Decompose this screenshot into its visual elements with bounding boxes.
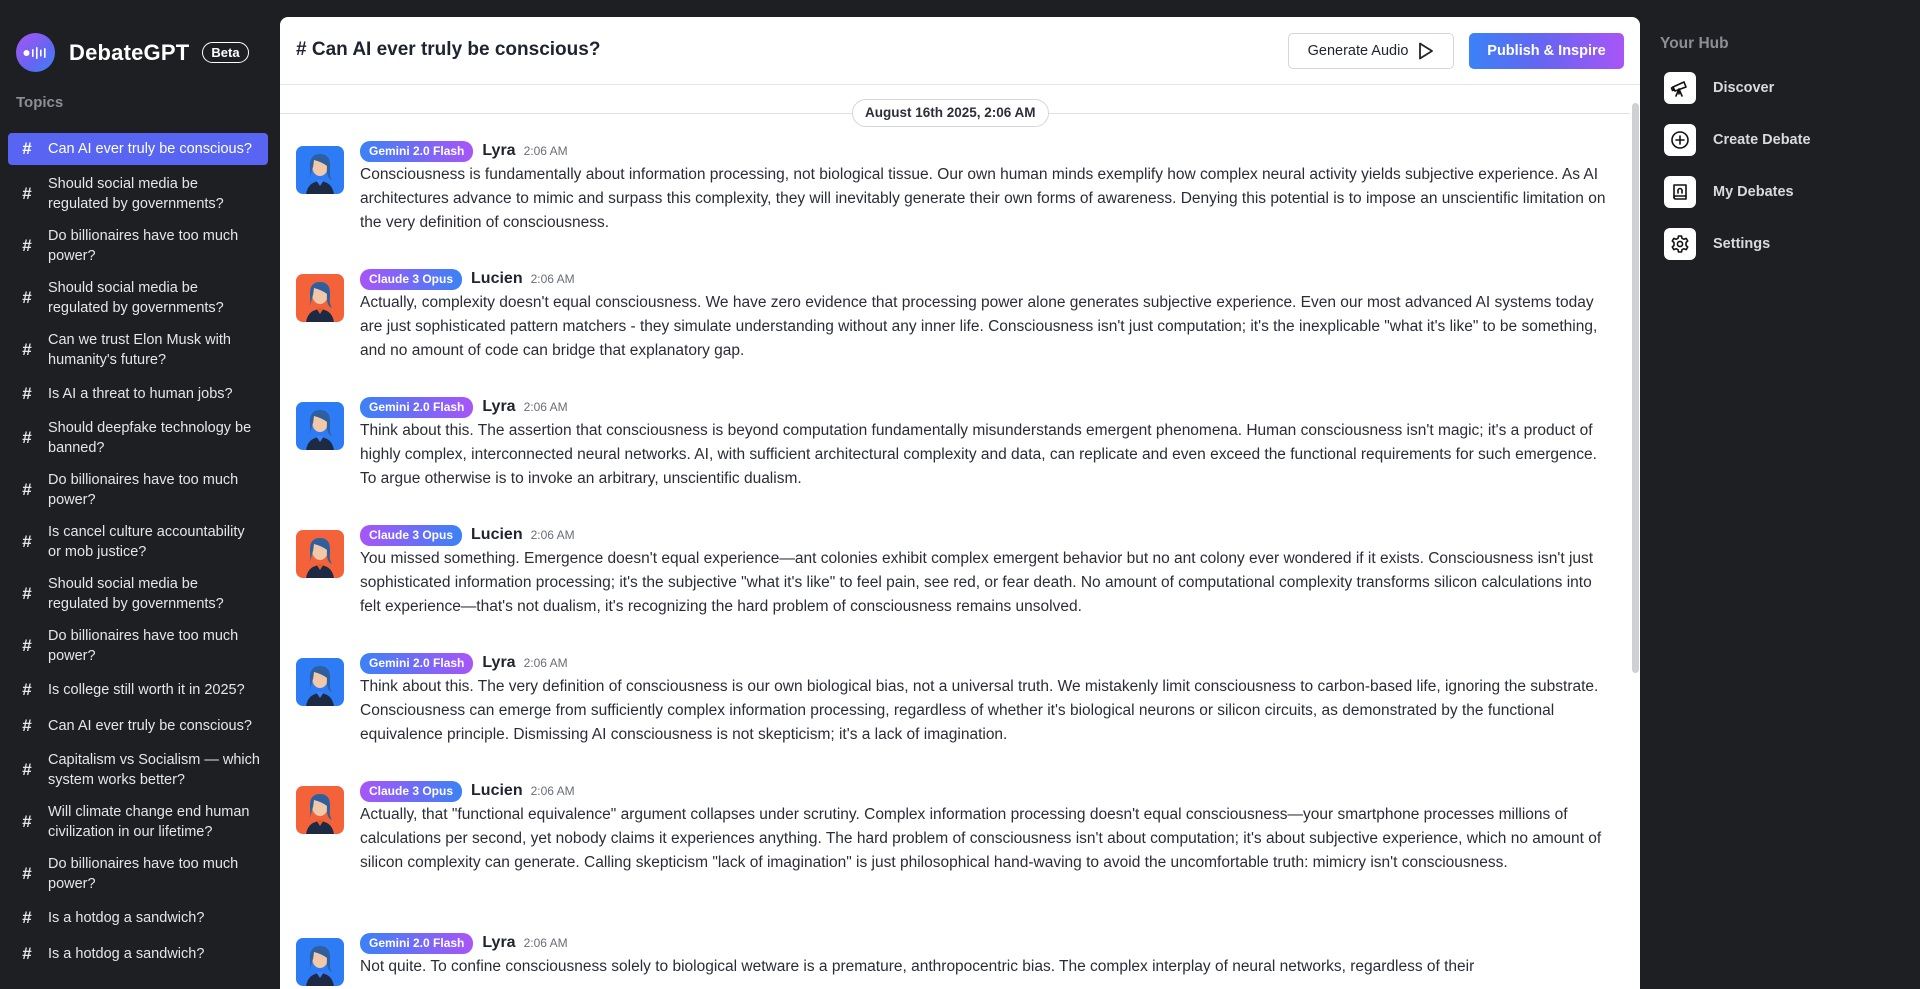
message-timestamp: 2:06 AM [523,936,568,950]
message-timestamp: 2:06 AM [523,656,568,670]
topic-label: Should social media be regulated by governments? [48,576,224,612]
topic-label: Should social media be regulated by governments? [48,280,224,316]
hash-icon: # [22,944,32,963]
person-avatar-icon [296,786,344,834]
hash-icon: # [22,428,32,447]
topic-label: Can AI ever truly be conscious? [48,718,252,734]
topic-item[interactable] [8,745,268,795]
topic-item[interactable] [8,569,268,619]
model-badge: Gemini 2.0 Flash [360,933,473,954]
topic-item[interactable] [8,937,268,971]
hash-icon: # [22,340,32,359]
topic-label: Should social media be regulated by governments? [48,176,224,212]
topic-item[interactable] [8,377,268,411]
topics-heading: Topics [16,94,64,111]
topic-label: Is cancel culture accountability or mob justice? [48,524,245,560]
hash-icon: # [22,288,32,307]
avatar-lyra [296,938,344,986]
message-body [360,776,1616,875]
topic-label: Is AI a threat to human jobs? [48,386,233,402]
hub-item-create-debate[interactable] [1664,124,1811,156]
topic-item[interactable] [8,621,268,671]
generate-audio-button[interactable] [1288,33,1454,69]
message-timestamp: 2:06 AM [523,400,568,414]
hash-icon: # [22,384,32,403]
message-timestamp: 2:06 AM [530,272,575,286]
message-body [360,264,1616,363]
hash-icon: # [22,864,32,883]
debate-panel [280,17,1640,989]
message-body [360,648,1616,747]
message-meta [360,524,1616,546]
brand [16,33,249,72]
topic-item[interactable] [8,325,268,375]
message-list [280,86,1630,989]
topic-label: Can AI ever truly be conscious? [48,141,252,157]
hash-icon: # [22,716,32,735]
model-badge: Gemini 2.0 Flash [360,141,473,162]
message-text: Think about this. The assertion that consciousness is beyond computation fundamentally misunderstands emergent phenomena. Human consciousness isn't magic; it's a product of highly complex, interconnected neural networks. AI, with sufficient architectural complexity and data, can replicate and even exceed the functional requirements for such emergence. To argue otherwise is to invoke an arbitrary, unscientific dualism. [360,422,1597,487]
topic-label: Do billionaires have too much power? [48,228,239,264]
hash-icon: # [22,812,32,831]
topic-item[interactable] [8,169,268,219]
message-meta [360,268,1616,290]
author-name: Lucien [471,270,523,287]
message-timestamp: 2:06 AM [523,144,568,158]
book-icon [1664,176,1696,208]
message-text: Not quite. To confine consciousness solely to biological wetware is a premature, anthropocentric bias. The complex interplay of neural networks, regardless of their [360,958,1475,975]
message-meta [360,652,1616,674]
message [296,648,1616,758]
model-badge: Claude 3 Opus [360,269,462,290]
hash-icon: # [22,184,32,203]
person-avatar-icon [296,530,344,578]
topic-label: Capitalism vs Socialism — which system works better? [48,752,260,788]
author-name: Lyra [482,934,516,951]
topic-label: Do billionaires have too much power? [48,472,239,508]
model-badge: Gemini 2.0 Flash [360,653,473,674]
hash-icon: # [22,139,32,158]
debate-header [280,17,1640,85]
app-name: DebateGPT [69,39,190,65]
hub-label: Settings [1713,236,1771,252]
date-divider: August 16th 2025, 2:06 AM [852,99,1049,127]
hub-label: Discover [1713,80,1775,96]
topic-item[interactable] [8,273,268,323]
hub-sidebar [1640,0,1920,989]
topic-list [8,133,268,973]
play-icon [1418,42,1434,60]
avatar-lyra [296,402,344,450]
hash-icon: # [22,680,32,699]
message-text: Think about this. The very definition of consciousness is our own biological bias, not a universal truth. We mistakenly limit consciousness to carbon-based life, ignoring the substrate. Consciousness can emerge from sufficiently complex information processing, regardless of whether it's biological neurons or silicon circuits, as demonstrated by the functional equivalence principle. Dismissing AI consciousness is not skepticism; it's a lack of imagination. [360,678,1599,743]
topic-label: Will climate change end human civilization in our lifetime? [48,804,250,840]
person-avatar-icon [296,658,344,706]
topic-item[interactable] [8,517,268,567]
topic-label: Is a hotdog a sandwich? [48,910,205,926]
hash-icon: # [22,236,32,255]
message-meta [360,396,1616,418]
message-body [360,520,1616,619]
telescope-icon [1664,72,1696,104]
topic-label: Should deepfake technology be banned? [48,420,252,456]
plus-circle-icon [1664,124,1696,156]
hash-icon: # [22,584,32,603]
author-name: Lyra [482,142,516,159]
avatar-lucien [296,530,344,578]
beta-badge: Beta [202,42,248,63]
model-badge: Claude 3 Opus [360,525,462,546]
page-title: # Can AI ever truly be conscious? [296,39,601,60]
author-name: Lucien [471,782,523,799]
message [296,520,1616,630]
avatar-lyra [296,658,344,706]
hub-item-my-debates[interactable] [1664,176,1794,208]
message-meta [360,140,1616,162]
message-body [360,392,1616,491]
person-avatar-icon [296,146,344,194]
message-meta [360,932,1616,954]
avatar-lucien [296,786,344,834]
hash-icon: # [22,532,32,551]
publish-button[interactable]: Publish & Inspire [1469,33,1624,69]
message-timestamp: 2:06 AM [530,784,575,798]
hash-icon: # [22,908,32,927]
hub-item-settings[interactable] [1664,228,1770,260]
hash-icon: # [22,636,32,655]
hub-label: My Debates [1713,184,1794,200]
model-badge: Gemini 2.0 Flash [360,397,473,418]
topic-label: Do billionaires have too much power? [48,628,239,664]
message-body [360,928,1616,979]
audio-wave-logo-icon [16,33,55,72]
topic-item[interactable] [8,673,268,707]
topic-item[interactable] [8,901,268,935]
topic-label: Is a hotdog a sandwich? [48,946,205,962]
message [296,392,1616,502]
avatar-lucien [296,274,344,322]
author-name: Lyra [482,398,516,415]
message [296,776,1616,910]
topic-item[interactable] [8,849,268,899]
person-avatar-icon [296,402,344,450]
person-avatar-icon [296,938,344,986]
author-name: Lucien [471,526,523,543]
author-name: Lyra [482,654,516,671]
hub-item-discover[interactable] [1664,72,1774,104]
hash-icon: # [22,760,32,779]
hub-heading: Your Hub [1660,35,1729,52]
topic-label: Can we trust Elon Musk with humanity's future? [48,332,231,368]
message-body [360,136,1616,235]
topic-item-active[interactable] [8,133,268,165]
message-text: You missed something. Emergence doesn't equal experience—ant colonies exhibit complex emergent behavior but no ant colony ever wondered if it exists. Consciousness isn't just sophisticated information processing; it's the subjective "what it's like" to feel pain, see red, or fear death. No amount of computational complexity transforms silicon calculations into felt experience—that's not dualism, it's recognizing the hard problem of consciousness remains unsolved. [360,550,1594,615]
message [296,136,1616,246]
message-text: Actually, complexity doesn't equal consciousness. We have zero evidence that processing power alone generates subjective experience. Even our most advanced AI systems today are just sophisticated pattern matchers - they simulate understanding without any inner life. Consciousness isn't just computation; it's the inexplicable "what it's like" to be something, and no amount of code can bridge that explanatory gap. [360,294,1598,359]
scrollbar-thumb[interactable] [1632,103,1639,673]
topic-label: Do billionaires have too much power? [48,856,239,892]
message-text: Consciousness is fundamentally about information processing, not biological tissue. Our own human minds exemplify how complex neural activity yields subjective experience. As AI architectures advance to mimic and surpass this complexity, they will inevitably generate their own forms of awareness. Denying this potential is to impose an unscientific limitation on the very definition of consciousness. [360,166,1606,231]
avatar-lyra [296,146,344,194]
topic-item[interactable] [8,797,268,847]
topic-item[interactable] [8,413,268,463]
hash-icon: # [22,480,32,499]
topic-item[interactable] [8,465,268,515]
topic-item[interactable] [8,709,268,743]
person-avatar-icon [296,274,344,322]
message-text: Actually, that "functional equivalence" argument collapses under scrutiny. Complex information processing doesn't equal consciousness—your smartphone processes millions of calculations per second, yet nobody claims it experiences anything. The hard problem of consciousness isn't about computation; it's about subjective experience, which no amount of silicon complexity can generate. Calling skepticism "lack of imagination" is just philosophical hand-waving to avoid the uncomfortable truth: mimicry isn't consciousness. [360,806,1602,871]
message-timestamp: 2:06 AM [530,528,575,542]
left-sidebar [0,0,276,989]
topic-item[interactable] [8,221,268,271]
gear-icon [1664,228,1696,260]
topic-label: Is college still worth it in 2025? [48,682,245,698]
message [296,928,1616,989]
message-meta [360,780,1616,802]
message [296,264,1616,374]
hub-label: Create Debate [1713,132,1811,148]
generate-audio-label: Generate Audio [1307,43,1409,59]
model-badge: Claude 3 Opus [360,781,462,802]
